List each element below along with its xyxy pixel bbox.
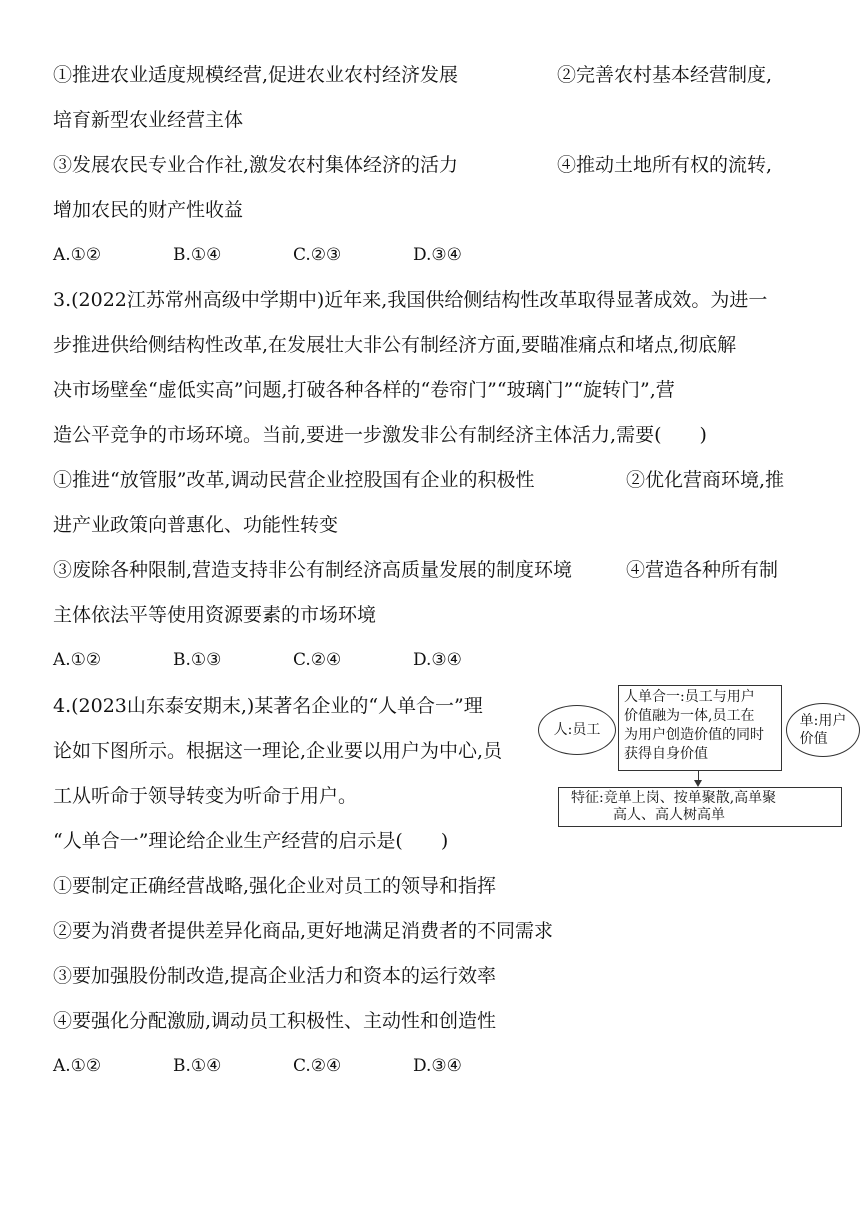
q4-option-2: ②要为消费者提供差异化商品,更好地满足消费者的不同需求 [53,920,554,942]
diagram-right-ellipse [786,703,860,757]
diagram-right-ellipse-line-1: 单:用户 [799,713,847,729]
diagram-center-line-1: 人单合一:员工与用户 [624,689,755,705]
q2-option-3: ③发展农民专业合作社,激发农村集体经济的活力 [53,154,459,176]
q3-option-2-cont: 进产业政策向普惠化、功能性转变 [53,514,339,536]
diagram-center-line-3: 为用户创造价值的同时 [624,727,764,743]
q4-option-4: ④要强化分配激励,调动员工积极性、主动性和创造性 [53,1010,497,1032]
q3-option-4-start: ④营造各种所有制 [626,559,779,581]
q4-option-3: ③要加强股份制改造,提高企业活力和资本的运行效率 [53,965,497,987]
q2-choice-a[interactable]: A.①② [53,245,102,265]
q4-stem-line-3: 工从听命于领导转变为听命于用户。 [53,785,358,807]
q2-choice-b[interactable]: B.①④ [173,245,222,265]
diagram-center-box [618,685,782,771]
q3-stem-line-4: 造公平竞争的市场环境。当前,要进一步激发非公有制经济主体活力,需要( ) [53,424,707,446]
q2-option-1: ①推进农业适度规模经营,促进农业农村经济发展 [53,64,459,86]
q3-option-2-start: ②优化营商环境,推 [626,469,785,491]
q4-stem-line-2: 论如下图所示。根据这一理论,企业要以用户为中心,员 [53,740,503,762]
q3-option-1: ①推进“放管服”改革,调动民营企业控股国有企业的积极性 [53,469,535,491]
diagram-bottom-box [558,787,842,827]
q3-choice-b[interactable]: B.①③ [173,650,222,670]
q4-choice-d[interactable]: D.③④ [413,1056,462,1076]
q4-choice-b[interactable]: B.①④ [173,1056,222,1076]
q4-choice-c[interactable]: C.②④ [293,1056,342,1076]
diagram-left-ellipse [538,705,616,755]
q3-choice-a[interactable]: A.①② [53,650,102,670]
q3-option-3: ③废除各种限制,营造支持非公有制经济高质量发展的制度环境 [53,559,573,581]
diagram-arrow-head [694,780,702,787]
diagram-bottom-line-1: 特征:竞单上岗、按单聚散,高单聚 [571,790,777,806]
q3-stem-line-1: 3.(2022江苏常州高级中学期中)近年来,我国供给侧结构性改革取得显著成效。为进一 [53,289,768,311]
q2-option-2-cont: 培育新型农业经营主体 [53,109,244,131]
diagram-center-line-2: 价值融为一体,员工在 [624,708,755,724]
q4-choices [53,1054,553,1078]
q2-option-4-cont: 增加农民的财产性收益 [53,199,244,221]
q3-choice-c[interactable]: C.②④ [293,650,342,670]
q2-choice-d[interactable]: D.③④ [413,245,462,265]
diagram-left-ellipse-label: 人:员工 [553,722,601,738]
q4-option-1: ①要制定正确经营战略,强化企业对员工的领导和指挥 [53,875,497,897]
q2-option-2-start: ②完善农村基本经营制度, [557,64,773,86]
q4-stem-line-4: “人单合一”理论给企业生产经营的启示是( ) [53,830,449,852]
diagram-bottom-line-2: 高人、高人树高单 [613,807,725,823]
ren-dan-he-yi-diagram [538,685,860,827]
q4-choice-a[interactable]: A.①② [53,1056,102,1076]
q2-option-4-start: ④推动土地所有权的流转, [557,154,773,176]
q2-choice-c[interactable]: C.②③ [293,245,342,265]
q3-choice-d[interactable]: D.③④ [413,650,462,670]
diagram-right-ellipse-line-2: 价值 [799,731,828,747]
q2-choices [53,243,553,267]
q3-stem-line-2: 步推进供给侧结构性改革,在发展壮大非公有制经济方面,要瞄准痛点和堵点,彻底解 [53,334,737,356]
q4-stem-line-1: 4.(2023山东泰安期末,)某著名企业的“人单合一”理 [53,695,483,717]
diagram-center-line-4: 获得自身价值 [624,746,708,762]
q3-option-4-cont: 主体依法平等使用资源要素的市场环境 [53,604,377,626]
q3-stem-line-3: 决市场壁垒“虚低实高”问题,打破各种各样的“卷帘门”“玻璃门”“旋转门”,营 [53,379,675,401]
q3-choices [53,648,553,672]
